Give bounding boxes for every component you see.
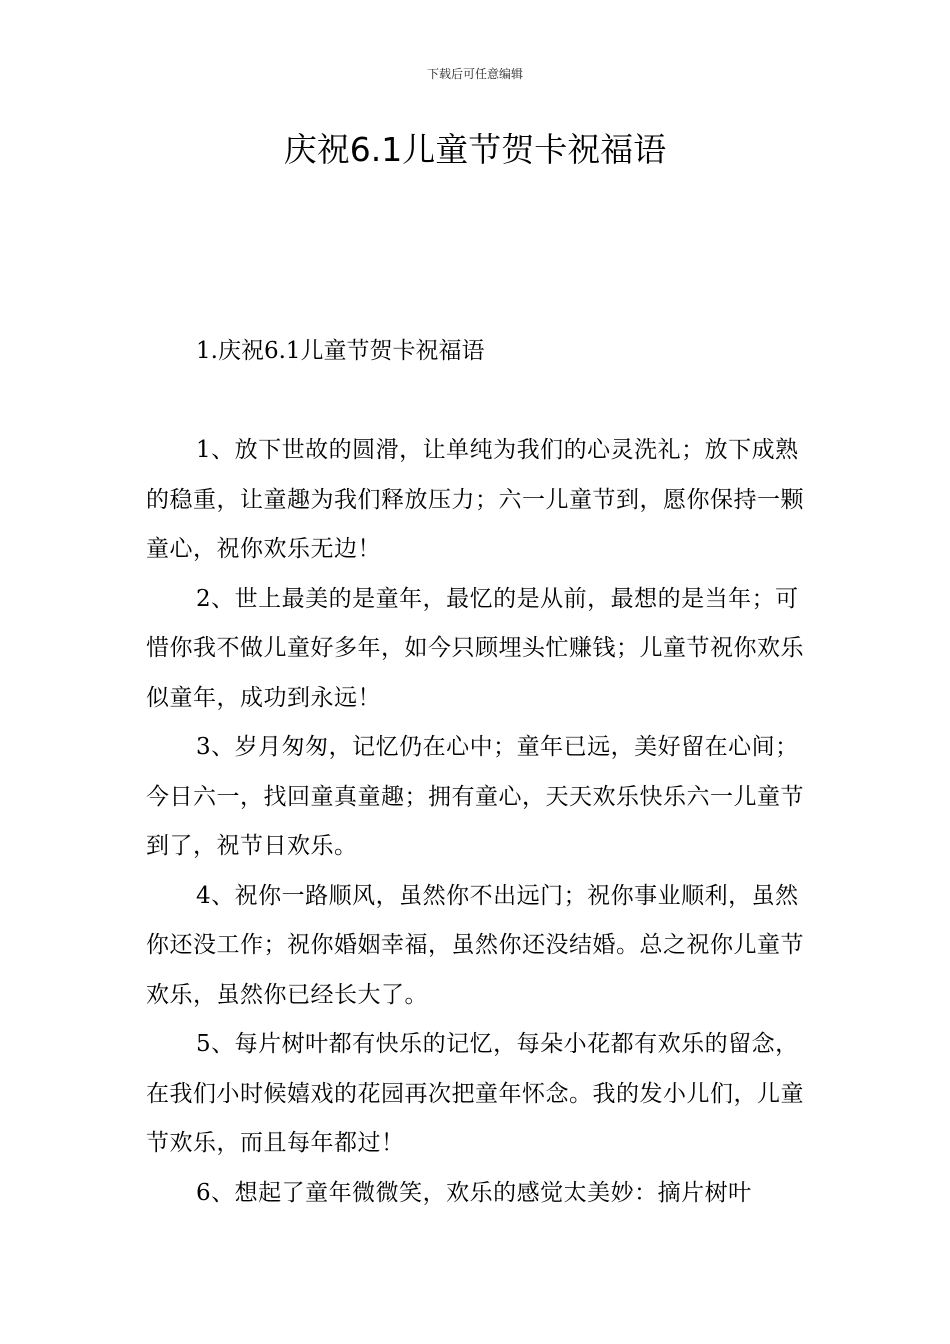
paragraph-2: 2、世上最美的是童年，最忆的是从前，最想的是当年；可惜你我不做儿童好多年，如今只顾埋头忙赚钱；儿童节祝你欢乐似童年，成功到永远！ [146,585,804,711]
paragraph-3: 3、岁月匆匆，记忆仍在心中；童年已远，美好留在心间；今日六一，找回童真童趣；拥有童心，天天欢乐快乐六一儿童节到了，祝节日欢乐。 [146,734,804,859]
paragraph-5: 5、每片树叶都有快乐的记忆，每朵小花都有欢乐的留念，在我们小时候嬉戏的花园再次把童年怀念。我的发小儿们，儿童节欢乐，而且每年都过！ [146,1031,804,1156]
paragraph-6: 6、想起了童年微微笑，欢乐的感觉太美妙：摘片树叶 [196,1179,752,1206]
header-note: 下载后可任意编辑 [426,67,523,81]
body-text [146,426,806,1218]
paragraph-1: 1、放下世故的圆滑，让单纯为我们的心灵洗礼；放下成熟的稳重，让童趣为我们释放压力；六一儿童节到，愿你保持一颗童心，祝你欢乐无边！ [146,437,804,562]
section-heading: 1.庆祝6.1儿童节贺卡祝福语 [196,338,485,364]
paragraph-4: 4、祝你一路顺风，虽然你不出远门；祝你事业顺利，虽然你还没工作；祝你婚姻幸福，虽然你还没结婚。总之祝你儿童节欢乐，虽然你已经长大了。 [146,882,804,1008]
document-title: 庆祝6.1儿童节贺卡祝福语 [283,130,667,169]
